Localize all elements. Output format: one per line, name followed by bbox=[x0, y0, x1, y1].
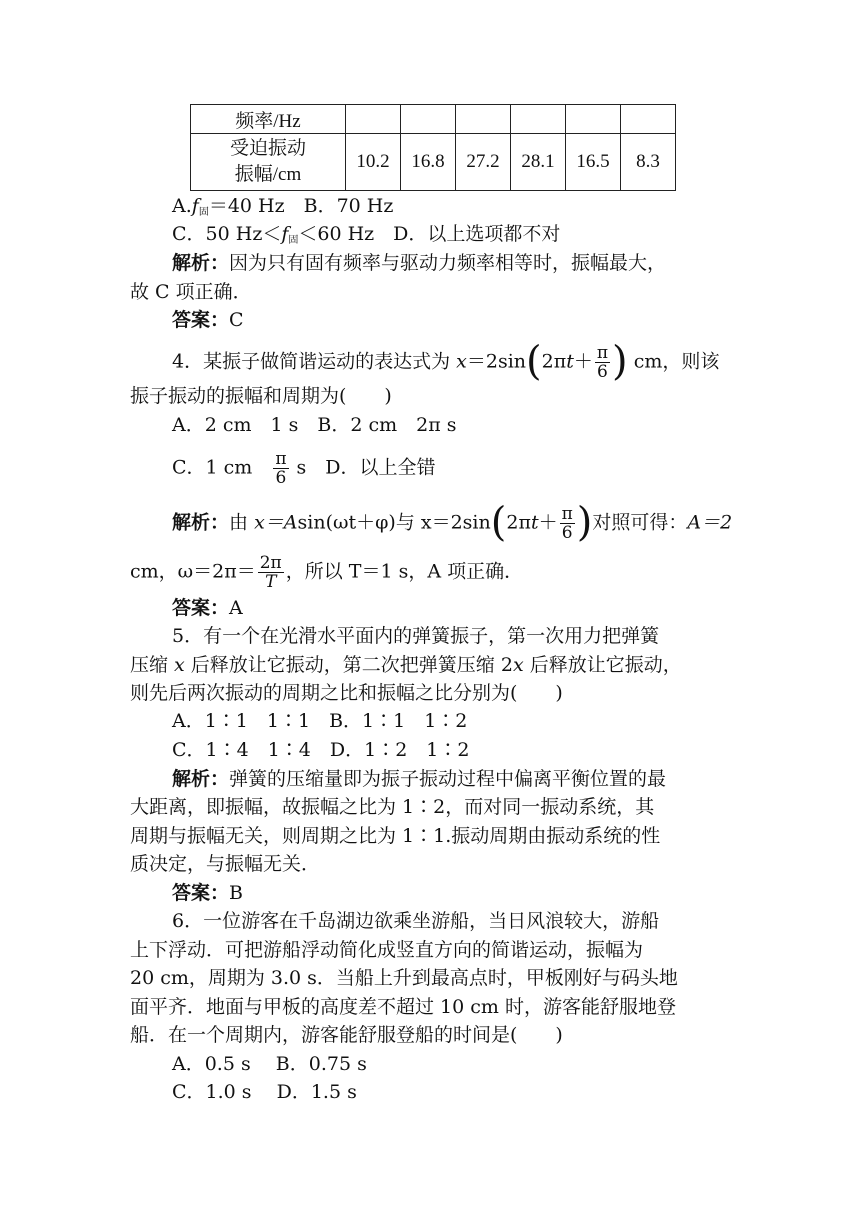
q3-answer bbox=[172, 306, 244, 334]
q6-options-cd bbox=[172, 1078, 357, 1106]
analysis-text: cm，ω＝2π＝ bbox=[130, 560, 256, 583]
q5-stem-line3 bbox=[130, 679, 563, 707]
q4-options-ab bbox=[172, 411, 457, 439]
math-var: t bbox=[566, 350, 574, 373]
q4-analysis bbox=[172, 499, 733, 546]
q5-analysis-line2 bbox=[130, 793, 654, 821]
analysis-text: 周期与振幅无关，则周期之比为 1∶1.振动周期由振动系统的性 bbox=[130, 825, 661, 847]
q5-stem-line2 bbox=[130, 651, 682, 679]
q4-options-cd bbox=[172, 450, 436, 487]
math-text: ＋ bbox=[573, 350, 593, 373]
question-text: 面平齐．地面与甲板的高度差不超过 10 cm 时，游客能舒服地登 bbox=[130, 996, 676, 1018]
math-var: x bbox=[456, 350, 467, 373]
answer-label: 答案： bbox=[172, 309, 230, 331]
table-row bbox=[191, 134, 676, 191]
table-cell bbox=[511, 105, 566, 134]
table-cell: 8.3 bbox=[621, 134, 676, 191]
math-text: 2π bbox=[506, 511, 531, 534]
fraction bbox=[595, 344, 610, 381]
math-text: ＝2sin bbox=[466, 350, 527, 373]
q4-answer bbox=[172, 594, 243, 622]
right-paren-icon: ) bbox=[576, 499, 593, 546]
math-var: f bbox=[281, 223, 289, 245]
table-cell: 16.8 bbox=[401, 134, 456, 191]
q6-stem-line5 bbox=[130, 1021, 563, 1049]
question-text: 后释放让它振动，第二次把弹簧压缩 2 bbox=[184, 654, 513, 676]
answer-value: B bbox=[229, 882, 243, 904]
question-text: 后释放让它振动， bbox=[523, 654, 682, 676]
analysis-text: T＝1 s，A 项正确． bbox=[348, 560, 524, 583]
math-var: t bbox=[530, 511, 539, 534]
answer-label: 答案： bbox=[172, 882, 230, 904]
header-line: 受迫振动 bbox=[229, 138, 306, 159]
math-var: x bbox=[512, 654, 524, 676]
math-text: A＝2 bbox=[687, 511, 733, 534]
q6-stem-line4 bbox=[130, 993, 676, 1021]
q5-analysis bbox=[172, 765, 666, 793]
question-text: 上下浮动．可把游船浮动简化成竖直方向的简谐运动，振幅为 bbox=[130, 939, 644, 961]
math-text: sin(ωt＋φ) bbox=[297, 511, 396, 534]
left-paren-icon: ( bbox=[526, 338, 542, 385]
answer-label: 答案： bbox=[172, 597, 230, 619]
fraction-numerator: π bbox=[561, 504, 573, 524]
math-subscript: 固 bbox=[198, 207, 209, 218]
analysis-text: 因为只有固有频率与驱动力频率相等时，振幅最大， bbox=[229, 252, 667, 274]
math-var: f bbox=[191, 195, 199, 217]
table-cell bbox=[401, 105, 456, 134]
math-var: x bbox=[174, 654, 185, 676]
math-text: ＋ bbox=[538, 511, 558, 534]
answer-value: A bbox=[229, 597, 243, 619]
fraction bbox=[560, 505, 575, 542]
table-cell: 16.5 bbox=[566, 134, 621, 191]
fraction-numerator: 2π bbox=[259, 553, 282, 573]
analysis-label: 解析： bbox=[172, 252, 230, 274]
q5-analysis-line4 bbox=[130, 850, 320, 878]
option-text: C．50 Hz＜ bbox=[172, 223, 282, 245]
q4-stem-cont bbox=[130, 382, 392, 410]
q5-options-ab bbox=[172, 707, 467, 735]
question-text: 5．有一个在光滑水平面内的弹簧振子，第一次用力把弹簧 bbox=[172, 625, 660, 647]
q5-options-cd bbox=[172, 736, 469, 764]
question-text: cm，则该 bbox=[627, 350, 720, 373]
analysis-label: 解析： bbox=[172, 511, 230, 534]
fraction bbox=[273, 450, 288, 487]
fraction bbox=[258, 554, 284, 591]
answer-value: C bbox=[229, 309, 244, 331]
q3-analysis-cont bbox=[130, 278, 252, 306]
table-cell bbox=[566, 105, 621, 134]
math-text: x＝A bbox=[254, 511, 298, 534]
q4-analysis-cont bbox=[130, 554, 523, 591]
fraction-numerator: π bbox=[596, 343, 609, 363]
analysis-label: 解析： bbox=[172, 768, 230, 790]
left-paren-icon: ( bbox=[490, 499, 507, 546]
fraction-denominator: T bbox=[265, 572, 277, 592]
analysis-text: ，所以 bbox=[285, 560, 349, 583]
option-text: A．1∶1 1∶1 B．1∶1 1∶2 bbox=[172, 710, 468, 732]
q4-stem bbox=[172, 338, 720, 385]
analysis-text: 弹簧的压缩量即为振子振动过程中偏离平衡位置的最 bbox=[229, 768, 667, 790]
table-header-cell: 频率/Hz bbox=[191, 105, 346, 134]
table-cell: 28.1 bbox=[511, 134, 566, 191]
q6-stem-line2 bbox=[130, 936, 643, 964]
question-text: 4．某振子做简谐运动的表达式为 bbox=[172, 350, 457, 373]
analysis-text: 质决定，与振幅无关． bbox=[130, 853, 321, 875]
header-line: 振幅/cm bbox=[234, 164, 302, 185]
option-text: ＜60 Hz D．以上选项都不对 bbox=[298, 223, 561, 245]
q3-analysis bbox=[172, 249, 666, 277]
fraction-denominator: 6 bbox=[561, 523, 573, 543]
question-text: 压缩 bbox=[130, 654, 175, 676]
question-text: 船．在一个周期内，游客能舒服登船的时间是( ) bbox=[130, 1024, 563, 1046]
fraction-denominator: 6 bbox=[275, 468, 287, 488]
q5-analysis-line3 bbox=[130, 822, 660, 850]
option-text: A．2 cm 1 s B．2 cm 2π s bbox=[172, 414, 457, 436]
analysis-text: 故 C 项正确． bbox=[130, 281, 252, 303]
option-text: ＝40 Hz B．70 Hz bbox=[208, 195, 394, 217]
option-text: C．1.0 s D．1.5 s bbox=[172, 1081, 357, 1103]
table-header-cell bbox=[191, 134, 346, 191]
question-text: 6．一位游客在千岛湖边欲乘坐游船，当日风浪较大，游船 bbox=[172, 910, 660, 932]
analysis-text: 由 bbox=[229, 511, 255, 534]
analysis-text: 与 bbox=[395, 511, 421, 534]
math-subscript: 固 bbox=[288, 235, 299, 246]
question-text: 则先后两次振动的周期之比和振幅之比分别为( ) bbox=[130, 682, 563, 704]
analysis-text: 对照可得： bbox=[592, 511, 688, 534]
q6-stem-line3 bbox=[130, 964, 678, 992]
table-row bbox=[191, 105, 676, 134]
option-text: A．0.5 s B．0.75 s bbox=[172, 1053, 367, 1075]
option-text: s D．以上全错 bbox=[290, 456, 436, 479]
option-text: C．1∶4 1∶4 D．1∶2 1∶2 bbox=[172, 739, 470, 761]
q6-stem bbox=[172, 907, 659, 935]
right-paren-icon: ) bbox=[612, 338, 628, 385]
math-text: x＝2sin bbox=[420, 511, 491, 534]
frequency-table bbox=[190, 104, 676, 191]
q6-options-ab bbox=[172, 1050, 367, 1078]
table-cell bbox=[456, 105, 511, 134]
table-cell bbox=[346, 105, 401, 134]
question-text: 振子振动的振幅和周期为( ) bbox=[130, 385, 392, 407]
q5-stem bbox=[172, 622, 659, 650]
fraction-denominator: 6 bbox=[597, 362, 608, 382]
table-cell: 10.2 bbox=[346, 134, 401, 191]
option-text: C．1 cm bbox=[172, 456, 272, 479]
table-cell bbox=[621, 105, 676, 134]
q5-answer bbox=[172, 879, 243, 907]
question-text: 20 cm，周期为 3.0 s．当船上升到最高点时，甲板刚好与码头地 bbox=[130, 967, 678, 989]
fraction-numerator: π bbox=[275, 449, 287, 469]
analysis-text: 大距离，即振幅，故振幅之比为 1∶2，而对同一振动系统，其 bbox=[130, 796, 655, 818]
option-text: A. bbox=[172, 195, 192, 217]
math-text: 2π bbox=[541, 350, 567, 373]
table-cell: 27.2 bbox=[456, 134, 511, 191]
